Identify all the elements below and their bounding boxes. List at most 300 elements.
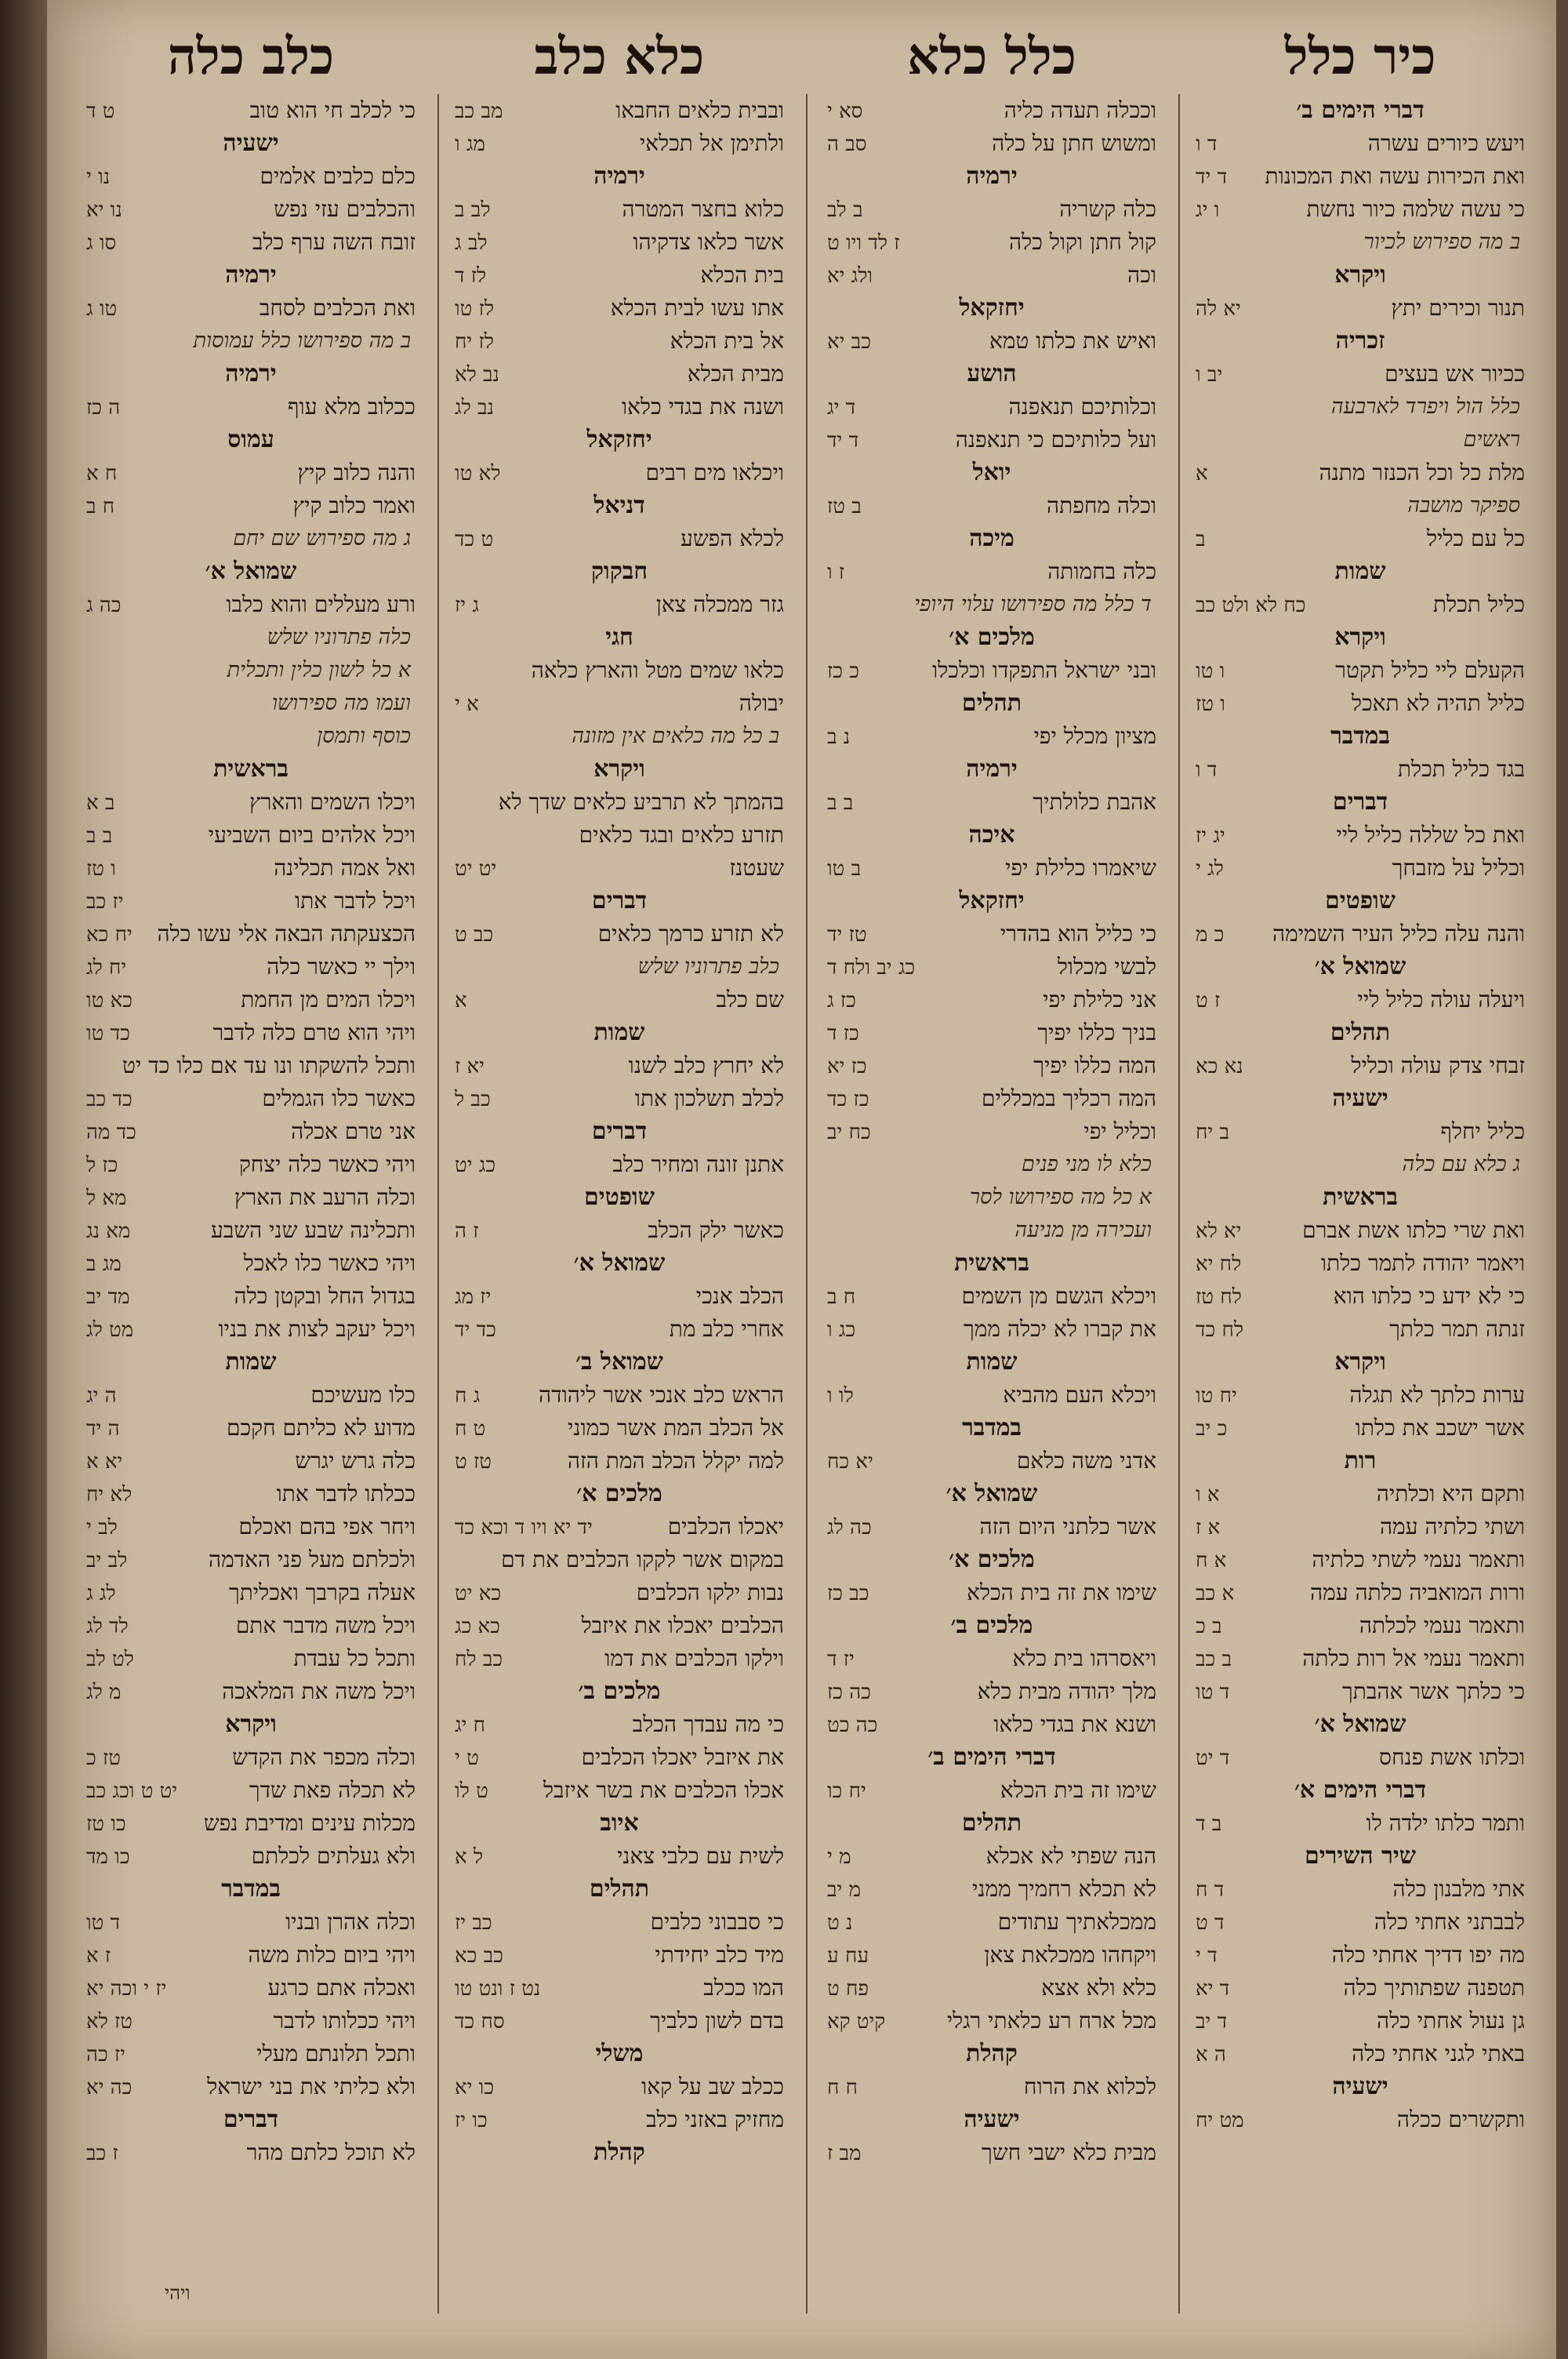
entry-text: לשית עם כלבי צאני [617,1843,784,1869]
entry-reference: כו יז [455,2109,488,2132]
entry-reference: סא י [827,100,863,123]
entry-line [455,1906,784,1939]
book-heading: שמואל ב׳ [575,1348,663,1376]
entry-text: הכלבים יאכלו את איזבל [581,1612,784,1638]
book-heading: ישעיה [223,129,279,157]
column-rule [806,94,808,2314]
book-heading: מיכה [969,525,1014,552]
book-heading: דברים [1332,788,1388,816]
entry-reference: נא כא [1196,1055,1243,1078]
entry-text: והכלבים עזי נפש [274,196,416,222]
entry-line [86,1379,416,1412]
entry-reference: א כב [1196,1582,1235,1605]
entry-reference: ה כז [86,396,121,420]
entry-text: כי מה עבדך הכלב [632,1711,784,1737]
entry-reference: לג ג [86,1582,116,1605]
entry-text: ותאמר נעמי אל רות כלתה [1302,1645,1525,1671]
entry-reference: כב יא [827,330,871,354]
entry-line [86,456,416,489]
column-header-2: כלל כלא [907,27,1076,86]
entry-text: המה רכליך במכללים [981,1085,1156,1111]
entry-text: ויקחהו ממכלאת צאן [984,1942,1156,1968]
entry-line [86,1609,416,1642]
entry-reference: נב לא [455,363,500,387]
entry-reference: ז ו [827,561,845,584]
entry-text: מציון מכלל יפי [1033,723,1156,749]
entry-reference: ו טז [86,857,116,881]
entry-reference: יז י וכה יא [86,1977,167,2001]
entry-text: בית הכלא [700,262,784,288]
entry-line [86,819,416,852]
entry-line [1196,687,1525,720]
entry-reference: לב י [86,1516,118,1539]
book-heading: שמות [593,1019,645,1046]
entry-reference: ב ד [1196,1812,1222,1836]
column-rule [1178,94,1180,2314]
entry-line [827,1840,1156,1873]
entry-reference: מג ו [455,133,485,156]
entry-line [827,1082,1156,1115]
entry-reference: נב לג [455,396,494,420]
entry-reference: א ו [1196,1483,1220,1507]
entry-reference: ב ב [827,791,854,815]
entry-line [86,1049,416,1082]
entry-line [455,1543,784,1576]
entry-line [86,951,416,983]
entry-reference: כז ג [827,989,856,1012]
entry-reference: יט יט [455,857,497,881]
entry-reference: כד טו [86,1022,130,1045]
entry-reference: לט לב [86,1648,134,1671]
entry-reference: לח טז [1196,1285,1242,1309]
entry-reference: ה יג [86,1384,117,1408]
meaning-note: כוסף ותמסן [317,724,411,748]
entry-text: ורע מעללים והוא כלבו [226,591,416,617]
entry-line [1196,819,1525,852]
entry-line [1196,1313,1525,1346]
entry-reference: כז יא [827,1055,867,1078]
book-gutter [0,0,47,2359]
book-heading: תהלים [589,1875,650,1903]
entry-line [455,358,784,391]
book-heading: רות [1344,1447,1377,1474]
entry-text: ואל אמה תכלינה [274,855,416,881]
entry-line [1196,1412,1525,1445]
entry-text: שעטנז [729,855,784,881]
entry-text: שימו את זה בית הכלא [967,1579,1156,1605]
book-heading: חגי [605,623,633,651]
entry-text: לכלא הפשע [680,525,784,551]
book-heading: במדבר [221,1875,281,1903]
entry-reference: לח כד [1196,1318,1244,1342]
entry-line [827,2005,1156,2037]
entry-line [455,1049,784,1082]
book-heading: ויקרא [1334,623,1386,651]
entry-text: ושתי כלתיה עמה [1379,1514,1525,1539]
entry-line [455,1280,784,1313]
entry-reference: ב כ [1196,1615,1222,1638]
entry-line [455,983,784,1016]
meaning-note: ראשים [1463,427,1520,452]
entry-text: וכלה מכפר את הקדש [232,1744,416,1770]
entry-line [1196,1972,1525,2005]
entry-line [827,1379,1156,1412]
entry-text: בדם לשון כלביך [650,2008,784,2034]
entry-text: יבולה [739,690,784,716]
entry-text: ואכלה אתם כרגע [267,1975,416,2001]
entry-text: ככלוב מלא עוף [288,394,416,420]
entry-reference: ח ב [86,495,115,518]
entry-reference: ג יז [455,594,479,617]
entry-text: ויאמר יהודה לתמר כלתו [1320,1250,1525,1276]
entry-text: ויכלא הגשם מן השמים [961,1283,1156,1309]
entry-text: אל בית הכלא [670,328,784,354]
entry-reference: ט לו [455,1779,488,1803]
entry-line [86,391,416,423]
entry-text: כי כלתך אשר אהבתך [1342,1678,1525,1704]
entry-line [1196,588,1525,621]
entry-line [1196,1214,1525,1247]
entry-line [86,1675,416,1708]
book-heading: דברים [591,887,648,914]
entry-line [455,819,784,852]
entry-line [1196,1280,1525,1313]
entry-line [86,1807,416,1840]
book-heading: ירמיה [966,162,1018,190]
entry-line [86,1181,416,1214]
entry-text: ובבית כלאים החבאו [615,97,784,123]
entry-reference: ד יב [1196,2010,1228,2034]
entry-text: ואת כל שללה כליל ליי [1336,822,1525,848]
entry-reference: א [1196,462,1208,485]
entry-reference: מט לג [86,1318,134,1342]
entry-text: את איזבל יאכלו הכלבים [581,1744,784,1770]
entry-line [455,1642,784,1675]
entry-reference: א ז [1196,1516,1221,1539]
entry-line [1196,2005,1525,2037]
entry-line [86,1247,416,1280]
entry-line [1196,1379,1525,1412]
entry-reference: כב כז [827,1582,869,1605]
entry-reference: ד טו [86,1911,121,1935]
entry-text: הכלב אנכי [695,1283,784,1309]
entry-line [455,2070,784,2103]
entry-text: אעלה בקרבך ואכליתך [228,1579,416,1605]
entry-reference: ז לד ויו ט [827,231,900,255]
entry-text: תזרע כלאים ובגד כלאים [579,822,784,848]
meaning-note: ספיקר מושבה [1407,493,1520,518]
entry-text: גן נעול אחתי כלה [1377,2008,1525,2034]
entry-text: ויכל משה מדבר אתם [235,1612,416,1638]
entry-reference: לח יא [1196,1252,1242,1276]
entry-reference: ד ט [1196,1911,1225,1935]
entry-reference: לו ו [827,1384,854,1408]
entry-line [455,1148,784,1181]
entry-text: מה יפו דדיך אחתי כלה [1331,1942,1525,1968]
entry-text: הראש כלב אנכי אשר ליהודה [539,1382,784,1408]
entry-line [827,1445,1156,1478]
entry-text: וכלותיכם תנאפנה [1008,394,1156,420]
book-heading: שמות [966,1348,1018,1376]
book-heading: דברי הימים ב׳ [927,1743,1056,1771]
entry-text: כלה בחמותה [1047,558,1156,584]
entry-reference: יא לא [1196,1219,1242,1243]
entry-reference: ז ט [1196,989,1221,1012]
entry-text: ולכלתם מעל פני האדמה [208,1547,416,1572]
entry-reference: כא כג [455,1615,500,1638]
book-heading: ירמיה [225,360,277,387]
book-heading: שמואל א׳ [946,1480,1038,1507]
entry-line [455,654,784,687]
entry-reference: כה יא [86,2076,132,2099]
entry-reference: נט ז ונט טו [455,1977,541,2001]
meaning-note: כלא לו מני פנים [1021,1152,1152,1176]
entry-line [455,259,784,292]
entry-line [86,1972,416,2005]
entry-text: ויהי ככלותו לדבר [273,2008,416,2034]
entry-reference: מא ל [86,1187,127,1210]
entry-text: כלה קשריה [1059,196,1156,222]
entry-line [1196,127,1525,160]
entry-text: ככלב שב על קאו [641,2074,784,2099]
entry-reference: א ח [1196,1549,1227,1572]
entry-line [86,1774,416,1807]
book-heading: במדבר [1330,722,1390,750]
entry-line [1196,2037,1525,2070]
entry-line [86,1543,416,1576]
entry-line [86,489,416,522]
entry-reference: כג יט [455,1154,496,1177]
entry-reference: נו י [86,165,111,189]
entry-reference: ח ב [827,1285,856,1309]
entry-reference: ב ב [86,824,113,848]
entry-reference: כד יד [455,1318,496,1342]
entry-reference: ה א [1196,2043,1226,2066]
column-4 [86,94,416,2337]
entry-line [1196,1576,1525,1609]
entry-line [827,654,1156,687]
entry-text: זובח השה ערף כלב [252,229,416,255]
entry-line [827,852,1156,885]
entry-reference: יא ז [455,1055,485,1078]
entry-text: ועל כלותיכם כי תנאפנה [955,427,1156,453]
entry-reference: ל א [455,1845,484,1869]
book-heading: מלכים א׳ [949,1546,1035,1573]
entry-line [455,456,784,489]
concordance-page [47,0,1556,2359]
meaning-note: כלה פתרוניו שלש [267,625,411,649]
entry-reference: כג יב ולח ד [827,956,916,980]
entry-line [1196,1642,1525,1675]
entry-reference: ו טז [1196,692,1225,716]
entry-reference: ד יג [827,396,856,420]
entry-text: זנתה תמר כלתך [1389,1316,1525,1342]
entry-line [1196,160,1525,193]
entry-text: ויכלאו מים רבים [645,460,784,485]
entry-line [455,1774,784,1807]
running-headers [47,22,1556,93]
entry-reference: ב טז [827,495,862,518]
entry-text: לא תוכל כלתם מהר [246,2139,416,2165]
meaning-note: א כל לשון כלין ותכלית [227,658,411,682]
entry-line [455,226,784,259]
entry-line [455,391,784,423]
entry-reference: סב ה [827,133,867,156]
book-heading: איוב [600,1809,639,1837]
entry-reference: ולג יא [827,264,873,288]
entry-reference: טז לא [86,2010,132,2034]
book-heading: ישעיה [964,2106,1020,2133]
entry-line [86,983,416,1016]
entry-text: מלת כל וכל הכנזר מתנה [1319,460,1525,485]
entry-line [827,259,1156,292]
entry-reference: לב ג [455,231,488,255]
entry-text: באתי לגני אחתי כלה [1352,2041,1525,2066]
book-heading: משלי [595,2040,644,2067]
entry-reference: כב יז [455,1911,492,1935]
entry-line [455,1082,784,1115]
entry-text: וילקו הכלבים את דמו [604,1645,784,1671]
entry-reference: ב יח [1196,1121,1229,1144]
entry-line [1196,1510,1525,1543]
entry-line [827,951,1156,983]
entry-reference: ד יד [1196,165,1228,189]
entry-text: הנה שפתי לא אכלא [985,1843,1156,1869]
entry-line [827,1115,1156,1148]
entry-line [455,588,784,621]
column-3 [455,94,784,2337]
entry-text: אחרי כלב מת [669,1316,784,1342]
entry-line [1196,1609,1525,1642]
meaning-note: ב כל מה כלאים אין מזונה [572,724,779,748]
book-heading: בראשית [213,755,289,783]
entry-reference: ו טו [1196,660,1225,683]
entry-reference: ב לב [827,198,863,222]
entry-line [1196,1741,1525,1774]
entry-text: וכלה אהרן ובניו [285,1909,416,1935]
entry-text: שם כלב [716,987,784,1012]
entry-line [1196,1247,1525,1280]
entry-text: וכלה הרעב את הארץ [234,1184,416,1210]
entry-reference: א י [455,692,479,716]
book-heading: שמואל א׳ [1314,953,1406,980]
book-heading: ויקרא [1334,1348,1386,1376]
entry-text: ויעש כיורים עשרה [1367,130,1525,156]
entry-line [1196,1543,1525,1576]
entry-text: את קברו לא יכלה ממך [964,1316,1156,1342]
entry-line [455,94,784,127]
entry-reference: ד יד [827,429,859,453]
entry-line [86,588,416,621]
entry-reference: כה לג [827,1516,872,1539]
entry-text: ותכל כל עבדת [293,1645,416,1671]
entry-text: בגד כליל תכלת [1397,756,1525,782]
entry-line [455,1510,784,1543]
entry-line [827,1675,1156,1708]
entry-reference: כו טז [86,1812,126,1836]
entry-text: לא תזרע כרמך כלאים [597,921,784,947]
entry-text: מחזיק באזני כלב [646,2106,784,2132]
meaning-note: ד כלל מה ספירושו עלוי היופי [914,592,1152,616]
entry-reference: ו יג [1196,198,1220,222]
entry-reference: ט ח [455,1417,486,1441]
entry-reference: יא לה [1196,297,1241,321]
entry-text: ותמר כלתו ילדה לו [1366,1810,1525,1836]
entry-reference: יז כה [86,2043,125,2066]
entry-reference: כב כא [455,1944,503,1968]
entry-line [455,1445,784,1478]
entry-reference: כח לא ולט כב [1196,594,1306,617]
book-heading: שיר השירים [1305,1842,1416,1870]
entry-text: כלה גרש יגרש [295,1448,416,1474]
book-heading: קהלת [966,2040,1018,2067]
entry-reference: כה כז [827,1681,871,1704]
entry-line [455,1840,784,1873]
entry-line [827,193,1156,226]
entry-text: כי כליל הוא בהדרי [1000,921,1156,947]
entry-line [1196,1675,1525,1708]
entry-line [455,292,784,325]
entry-text: למה יקלל הכלב המת הזה [567,1448,784,1474]
entry-text: כליל תהיה לא תאכל [1351,690,1525,716]
entry-reference: ד ו [1196,133,1218,156]
entry-line [827,555,1156,588]
entry-reference: יא כח [827,1450,873,1474]
entry-reference: נ ט [827,1911,853,1935]
entry-text: מבית הכלא [687,361,784,387]
entry-text: ויאסרהו בית כלא [1012,1645,1156,1671]
entry-reference: לב ב [455,198,491,222]
book-heading: שמות [225,1348,277,1376]
entry-text: ולתימן אל תכלאי [639,130,784,156]
entry-reference: יג יז [1196,824,1225,848]
entry-text: ככלתו לדבר אתו [276,1481,416,1507]
entry-text: לבשי מכלול [1057,954,1156,980]
book-heading: במדבר [962,1414,1022,1441]
entry-reference: לא טו [455,462,501,485]
entry-text: כליל תכלת [1432,591,1525,617]
entry-line [86,1510,416,1543]
entry-line [86,2136,416,2169]
entry-text: הכצעקתה הבאה אלי עשו כלה [157,921,416,947]
book-heading: ויקרא [593,755,645,783]
entry-text: כליל יחלף [1440,1118,1525,1144]
entry-line [86,1576,416,1609]
entry-line [86,226,416,259]
entry-reference: לז יח [455,330,494,354]
book-heading: תהלים [961,689,1022,717]
entry-line [86,885,416,918]
entry-reference: טז כ [86,1747,121,1770]
entry-line [455,1972,784,2005]
entry-text: ואת הכירות עשה ואת המכונות [1265,163,1525,189]
meaning-note: ג כלא עם כלה [1402,1152,1520,1176]
meaning-note: כלל הול ויפרד לארבעה [1330,394,1520,419]
entry-text: אני טרם אכלה [291,1118,416,1144]
column-2 [827,94,1156,2337]
entry-line [1196,2103,1525,2136]
entry-text: וכה [1127,262,1156,288]
entry-reference: טז יד [827,923,867,947]
book-heading: שמות [1334,558,1386,585]
entry-text: ותקשרים ככלה [1396,2106,1525,2132]
entry-text: כלאו שמים מטל והארץ כלאה [531,657,784,683]
entry-line [1196,852,1525,885]
entry-text: לכלוא את הרוח [1023,2074,1156,2099]
meaning-note: ב מה ספירוש לכיור [1363,230,1520,254]
entry-reference: סו ג [86,231,117,255]
column-rule [437,94,439,2314]
